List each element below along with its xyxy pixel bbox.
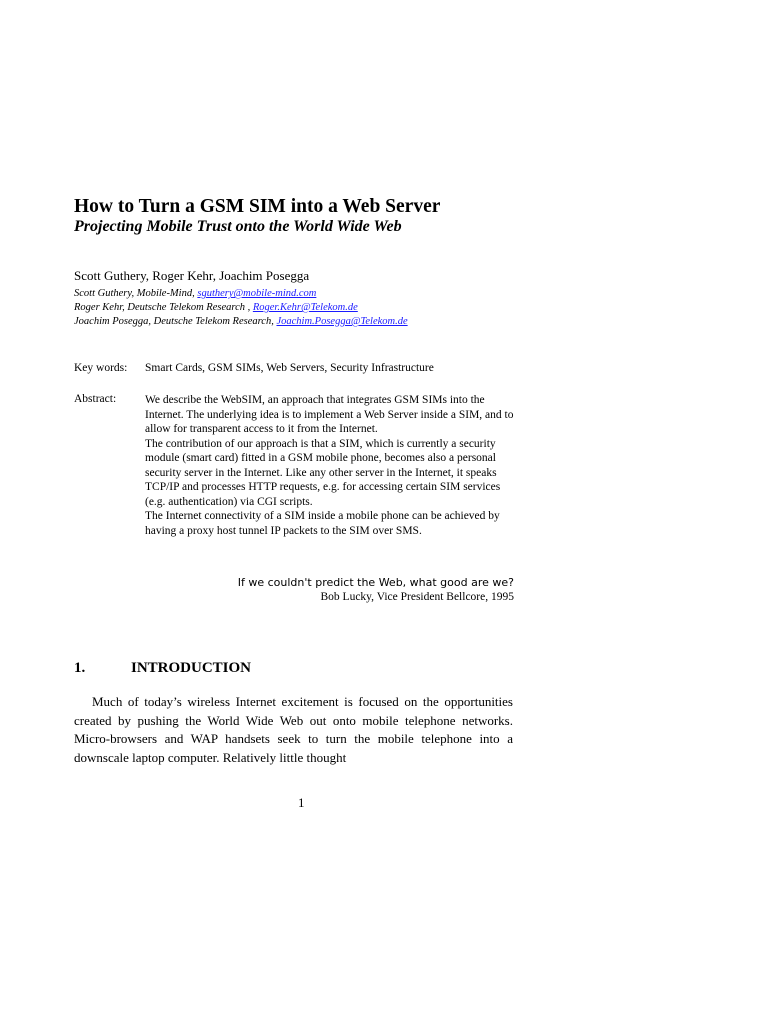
intro-paragraph: Much of today’s wireless Internet excitement is focused on the opportunities created by pushing the World Wide Web out onto mobile telephone networks. Micro-browsers and WAP handsets seek to turn the mobile telephone into a downscale laptop computer. Relatively little thought	[74, 694, 513, 765]
affiliation-line	[74, 288, 316, 299]
email-link[interactable]: sguthery@mobile-mind.com	[197, 288, 317, 299]
affiliation-line	[74, 316, 408, 327]
affiliation-text: Joachim Posegga, Deutsche Telekom Research,	[74, 316, 277, 327]
paper-title: How to Turn a GSM SIM into a Web Server	[74, 196, 441, 217]
affiliation-text: Roger Kehr, Deutsche Telekom Research ,	[74, 302, 253, 313]
epigraph-quote: If we couldn't predict the Web, what good are we?	[237, 576, 514, 589]
abstract-paragraph: The Internet connectivity of a SIM inside a mobile phone can be achieved by having a proxy host tunnel IP packets to the SIM over SMS.	[145, 510, 500, 537]
keywords-text: Smart Cards, GSM SIMs, Web Servers, Security Infrastructure	[145, 362, 434, 374]
page-number: 1	[298, 795, 305, 810]
epigraph-attribution: Bob Lucky, Vice President Bellcore, 1995	[320, 591, 514, 603]
abstract-label: Abstract:	[74, 393, 117, 405]
abstract-paragraph: The contribution of our approach is that a SIM, which is currently a security module (smart card) fitted in a GSM mobile phone, becomes also a personal security server in the Internet. Like any other server in the Internet, it speaks TCP/IP and processes HTTP requests, e.g. for accessing certain SIM services (e.g. authentication) via CGI scripts.	[145, 437, 501, 508]
epigraph	[238, 575, 514, 605]
email-link[interactable]: Roger.Kehr@Telekom.de	[252, 302, 358, 313]
keywords-label: Key words:	[74, 362, 128, 374]
affiliation-line	[74, 302, 358, 313]
section-title: INTRODUCTION	[131, 660, 252, 676]
email-link[interactable]: Joachim.Posegga@Telekom.de	[276, 316, 408, 327]
author-list: Scott Guthery, Roger Kehr, Joachim Posegga	[74, 268, 310, 283]
abstract-body	[145, 393, 515, 538]
abstract-paragraph: We describe the WebSIM, an approach that integrates GSM SIMs into the Internet. The underlying idea is to implement a Web Server inside a SIM, and to allow for transparent access to it from the Internet.	[145, 394, 514, 435]
paper-subtitle: Projecting Mobile Trust onto the World Wide Web	[74, 218, 402, 235]
section-number: 1.	[74, 660, 86, 676]
affiliation-text: Scott Guthery, Mobile-Mind,	[74, 288, 198, 299]
